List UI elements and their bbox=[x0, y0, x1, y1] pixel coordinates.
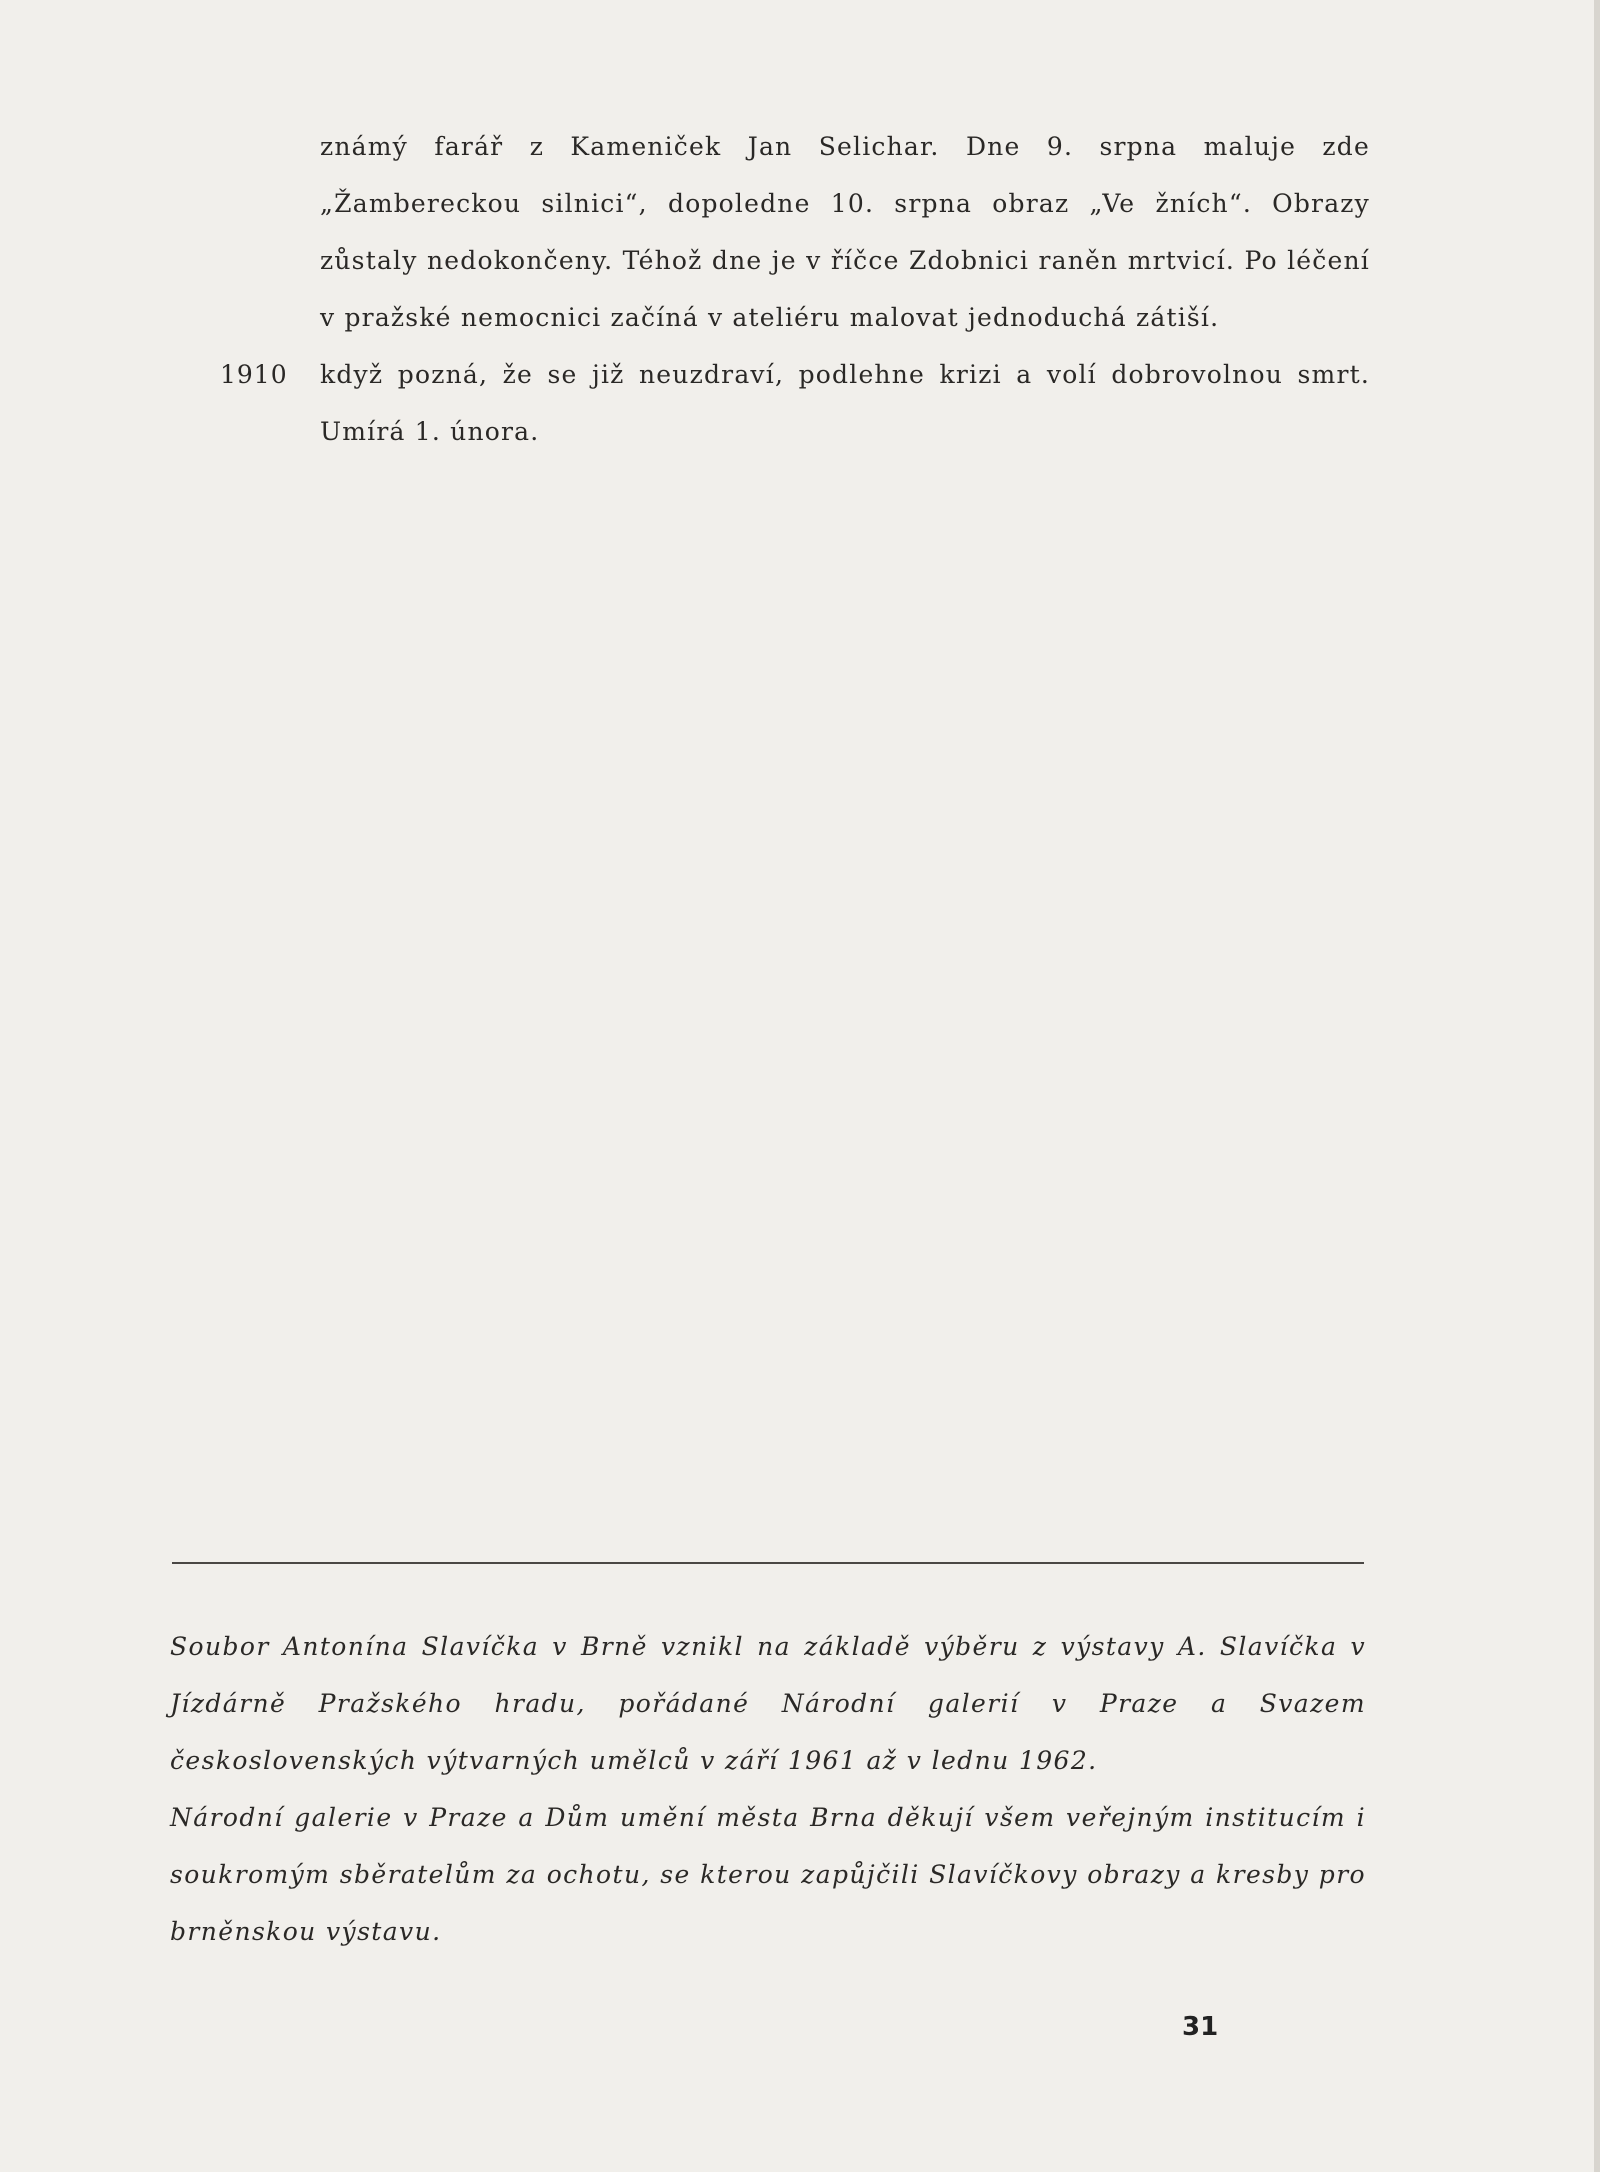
page-edge bbox=[1594, 0, 1600, 2172]
chronology-text bbox=[220, 118, 1370, 460]
page-number: 31 bbox=[1182, 2012, 1219, 2042]
entry-text: známý farář z Kameniček Jan Selichar. Dne 9. srpna maluje zde „Žambereckou silnici“, dopoledne 10. srpna obraz „Ve žních“. Obrazy zůstaly nedokončeny. Téhož dne je v říčce Zdobnici raněn mrtvicí. Po léčení v pražské nemocnici začíná v ateliéru malovat jednoduchá zátiší. bbox=[320, 132, 1370, 332]
chronology-entry-1910 bbox=[220, 346, 1370, 460]
chronology-entry-continued bbox=[320, 118, 1370, 346]
footnote-separator bbox=[172, 1562, 1364, 1564]
footnote bbox=[170, 1618, 1366, 1960]
entry-text: když pozná, že se již neuzdraví, podlehne krizi a volí dobrovolnou smrt. Umírá 1. února. bbox=[320, 360, 1370, 446]
footnote-paragraph: Soubor Antonína Slavíčka v Brně vznikl na základě výběru z výstavy A. Slavíčka v Jízdárně Pražského hradu, pořádané Národní galerií v Praze a Svazem československých výtvarných umělců v září 1961 až v lednu 1962. bbox=[170, 1632, 1366, 1775]
footnote-paragraph: Národní galerie v Praze a Dům umění města Brna děkují všem veřejným institucím i soukromým sběratelům za ochotu, se kterou zapůjčili Slavíčkovy obrazy a kresby pro brněnskou výstavu. bbox=[170, 1803, 1366, 1946]
entry-year: 1910 bbox=[220, 360, 288, 389]
